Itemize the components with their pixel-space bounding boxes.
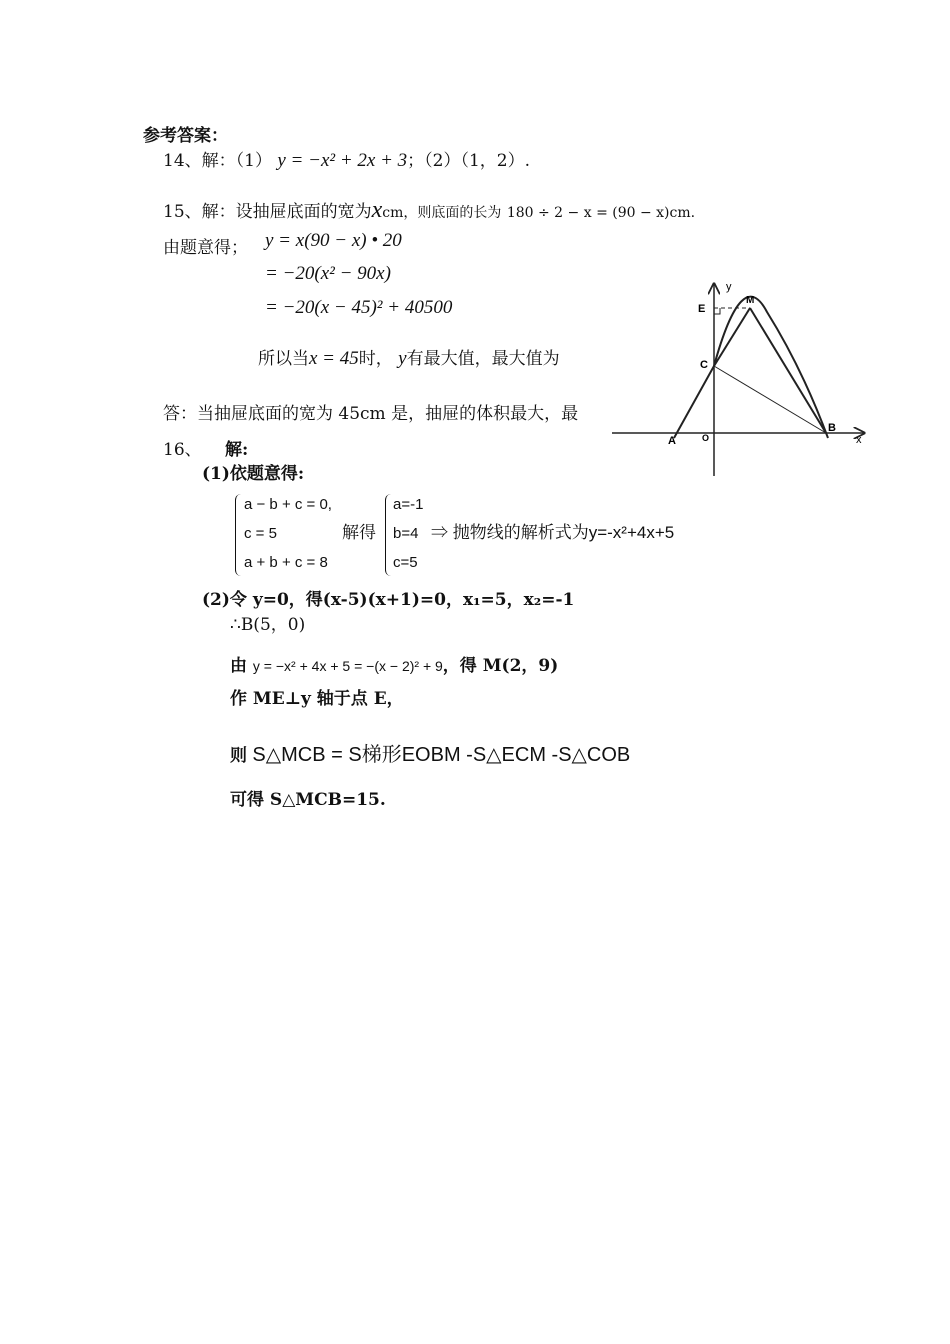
- label-x: x: [856, 434, 862, 446]
- q15-so: 所以当: [258, 349, 309, 369]
- system1-eq2: c = 5: [244, 525, 277, 542]
- q14-number: 14、: [163, 151, 202, 171]
- system1-eq3: a + b + c = 8: [244, 554, 328, 571]
- cb-line: [714, 366, 826, 433]
- parabola-curve: [674, 297, 828, 438]
- q14-text1: 解：（1）: [201, 151, 272, 171]
- q15-number: 15、: [163, 202, 202, 222]
- system1-eq1: a − b + c = 0,: [244, 496, 332, 513]
- q15-unit1: cm，则底面的长为: [382, 205, 502, 221]
- q16-part2: (2)令 y=0，得(x-5)(x+1)=0，x₁=5，x₂=-1: [202, 590, 575, 610]
- parabola-figure: [612, 278, 872, 483]
- q15-answer: 答：当抽屉底面的宽为 45cm 是，抽屉的体积最大，最: [163, 404, 579, 424]
- q15-max-text: 有最大值，最大值为: [406, 349, 560, 369]
- area-pre: 则: [230, 746, 247, 766]
- q15-intro: 解：设抽屉底面的宽为: [201, 202, 372, 222]
- m-line-pre: 由: [230, 656, 247, 676]
- q16-part1: (1)依题意得:: [202, 464, 305, 484]
- q15-unit2: cm.: [669, 205, 696, 221]
- system2-c: c=5: [393, 554, 418, 571]
- b-point: ∴B(5，0): [230, 615, 306, 635]
- q15-eq3: = −20(x − 45)² + 40500: [265, 297, 453, 318]
- q15-var: x: [371, 197, 383, 223]
- q14-formula: y = −x² + 2x + 3: [277, 150, 408, 171]
- label-o: O: [702, 433, 710, 443]
- m-formula: y = −x² + 4x + 5 = −(x − 2)² + 9: [252, 658, 443, 674]
- system2-b: b=4: [393, 525, 419, 542]
- q15-length-expr: 180 ÷ 2 − x = (90 − x): [506, 205, 670, 221]
- me-line: 作 ME⊥y 轴于点 E，: [230, 689, 404, 709]
- system1-brace: [235, 494, 244, 576]
- q16-sol: 解:: [225, 440, 249, 460]
- conclusion: 可得 S△MCB=15.: [230, 790, 386, 810]
- label-a: A: [668, 435, 676, 447]
- q15-eq1: y = x(90 − x) • 20: [265, 230, 402, 251]
- q14-text2: ；（2）（1，2）.: [407, 151, 531, 171]
- answers-title: 参考答案：: [143, 126, 228, 146]
- area-line: [230, 744, 630, 767]
- right-angle-mark: [714, 308, 720, 314]
- parabola-result: ⇒ 抛物线的解析式为y=-x²+4x+5: [431, 523, 675, 542]
- q15-yvar: y: [398, 348, 407, 369]
- label-y: y: [726, 281, 732, 293]
- q15-by-problem: 由题意得；: [163, 238, 248, 258]
- q15-eq2: = −20(x² − 90x): [265, 263, 391, 284]
- label-e: E: [698, 303, 706, 315]
- q15-max-line: [258, 348, 560, 370]
- label-c: C: [700, 359, 708, 371]
- q16-line: [163, 439, 248, 461]
- solve-label: 解得: [342, 523, 376, 542]
- m-line: [230, 655, 558, 677]
- mb-line: [750, 308, 826, 433]
- q15-line1: [163, 199, 695, 224]
- system2: [393, 490, 423, 577]
- label-m: M: [746, 295, 755, 306]
- system2-a: a=-1: [393, 496, 424, 513]
- system1: [244, 490, 332, 577]
- q15-when: 时，: [358, 349, 393, 369]
- area-formula: S△MCB = S梯形EOBM -S△ECM -S△COB: [252, 744, 631, 766]
- label-b: B: [828, 422, 836, 434]
- q16-number: 16、: [163, 440, 202, 460]
- q14-line: [163, 150, 530, 172]
- q15-cond: x = 45: [309, 348, 359, 369]
- m-line-post: ，得 M(2，9): [442, 656, 559, 676]
